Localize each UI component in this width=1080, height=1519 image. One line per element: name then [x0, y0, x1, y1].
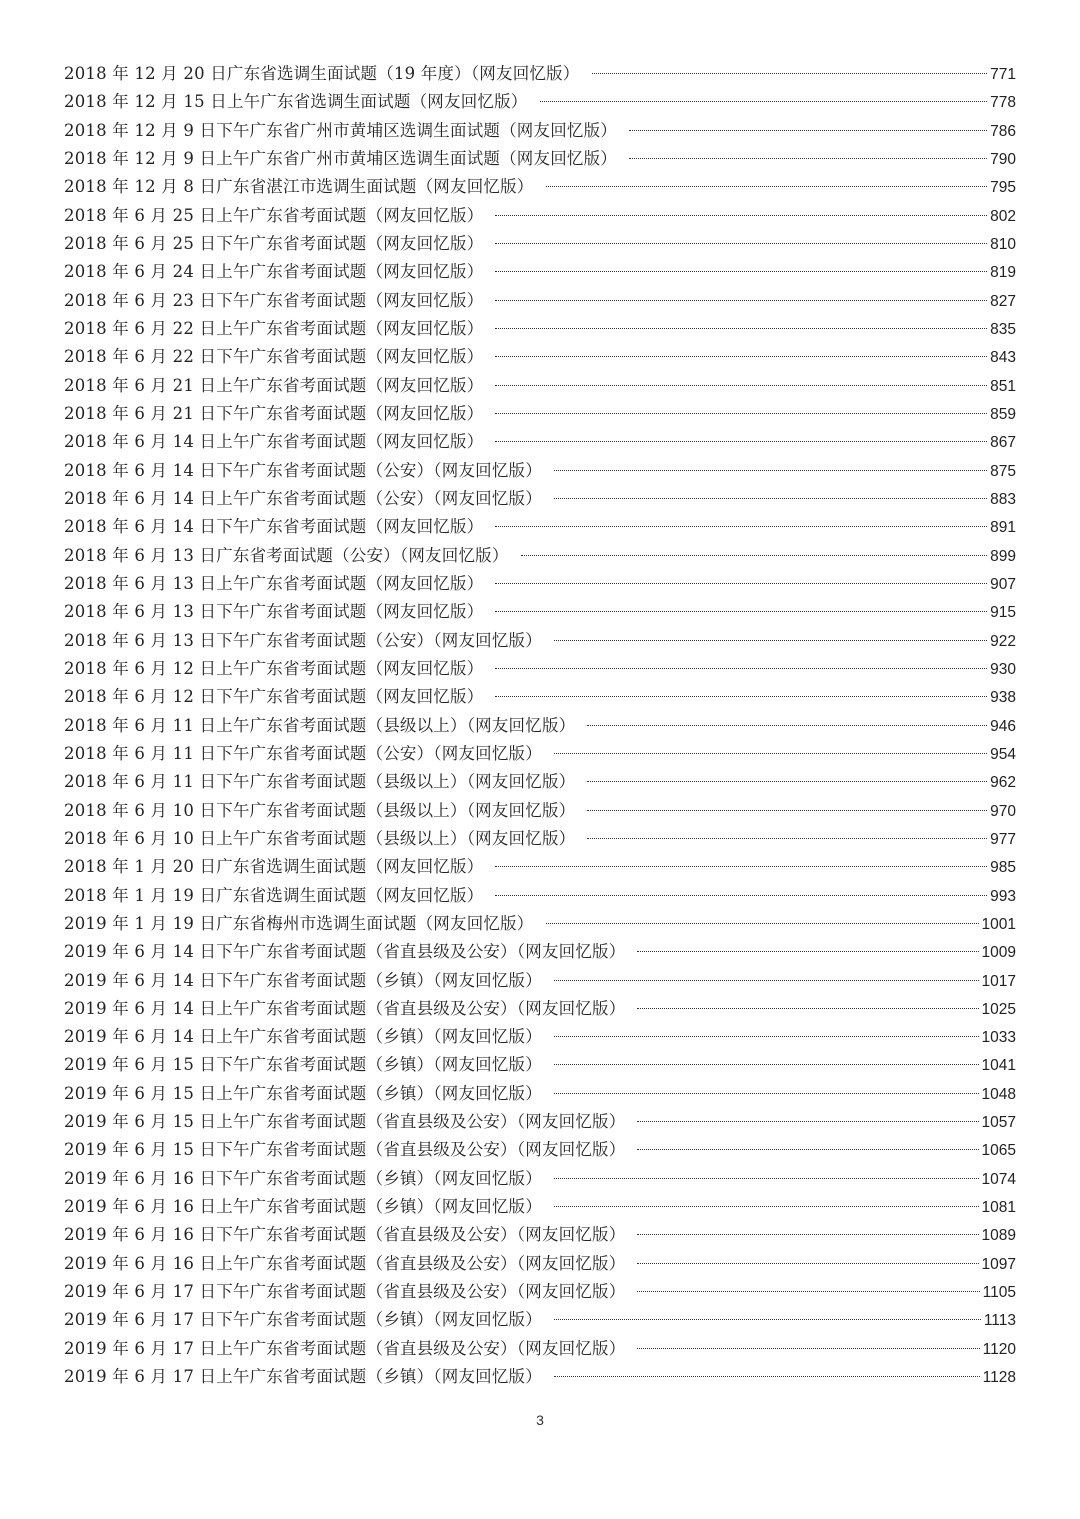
toc-entry-page: 883: [990, 490, 1016, 508]
toc-entry[interactable]: [64, 1250, 1016, 1278]
toc-entry[interactable]: [64, 570, 1016, 598]
toc-entry-title: 2018 年 6 月 22 日上午广东省考面试题（网友回忆版）: [64, 318, 484, 338]
toc-entry-title: 2019 年 6 月 17 日上午广东省考面试题（省直县级及公安）（网友回忆版）: [64, 1338, 626, 1358]
toc-entry-title: 2018 年 6 月 25 日上午广东省考面试题（网友回忆版）: [64, 205, 484, 225]
toc-entry[interactable]: [64, 1023, 1016, 1051]
toc-entry-title: 2019 年 6 月 16 日下午广东省考面试题（乡镇）（网友回忆版）: [64, 1168, 542, 1188]
toc-entry-title: 2018 年 12 月 8 日广东省湛江市选调生面试题（网友回忆版）: [64, 177, 534, 197]
toc-entry-page: 1120: [982, 1340, 1016, 1358]
toc-entry-page: 786: [990, 122, 1016, 140]
toc-dot-leader: [495, 611, 987, 612]
toc-dot-leader: [592, 73, 988, 74]
toc-dot-leader: [554, 1093, 979, 1094]
toc-entry-title: 2018 年 12 月 9 日上午广东省广州市黄埔区选调生面试题（网友回忆版）: [64, 148, 618, 168]
toc-entry[interactable]: [64, 995, 1016, 1023]
toc-entry[interactable]: [64, 343, 1016, 371]
toc-entry-title: 2018 年 6 月 10 日上午广东省考面试题（县级以上）（网友回忆版）: [64, 828, 576, 848]
toc-entry-page: 810: [990, 235, 1016, 253]
toc-dot-leader: [637, 1008, 978, 1009]
toc-entry[interactable]: [64, 1108, 1016, 1136]
toc-entry-title: 2018 年 6 月 13 日上午广东省考面试题（网友回忆版）: [64, 573, 484, 593]
toc-dot-leader: [495, 413, 987, 414]
toc-entry-page: 1033: [981, 1029, 1016, 1047]
toc-entry-title: 2018 年 6 月 21 日上午广东省考面试题（网友回忆版）: [64, 375, 484, 395]
toc-dot-leader: [495, 243, 987, 244]
toc-entry-page: 938: [990, 689, 1016, 707]
toc-dot-leader: [587, 781, 987, 782]
toc-dot-leader: [554, 1064, 979, 1065]
toc-entry-page: 907: [990, 575, 1016, 593]
toc-entry-page: 1113: [983, 1312, 1016, 1330]
toc-dot-leader: [554, 470, 987, 471]
toc-entry[interactable]: [64, 1165, 1016, 1193]
toc-dot-leader: [495, 385, 987, 386]
toc-dot-leader: [495, 866, 987, 867]
toc-dot-leader: [495, 300, 987, 301]
toc-dot-leader: [495, 895, 987, 896]
toc-entry[interactable]: [64, 825, 1016, 853]
toc-dot-leader: [637, 1348, 979, 1349]
toc-entry-page: 790: [990, 150, 1016, 168]
toc-entry-page: 778: [990, 94, 1016, 112]
toc-entry[interactable]: [64, 740, 1016, 768]
toc-entry[interactable]: [64, 1335, 1016, 1363]
toc-entry[interactable]: [64, 400, 1016, 428]
toc-entry-title: 2018 年 6 月 12 日下午广东省考面试题（网友回忆版）: [64, 687, 484, 707]
toc-entry-title: 2019 年 6 月 16 日下午广东省考面试题（省直县级及公安）（网友回忆版）: [64, 1225, 626, 1245]
toc-entry-title: 2018 年 6 月 14 日下午广东省考面试题（网友回忆版）: [64, 517, 484, 537]
toc-entry[interactable]: [64, 1080, 1016, 1108]
toc-entry-page: 835: [990, 320, 1016, 338]
toc-entry-title: 2019 年 6 月 15 日上午广东省考面试题（乡镇）（网友回忆版）: [64, 1083, 542, 1103]
toc-dot-leader: [587, 838, 987, 839]
toc-entry-title: 2019 年 1 月 19 日广东省梅州市选调生面试题（网友回忆版）: [64, 913, 534, 933]
toc-entry-title: 2019 年 6 月 17 日下午广东省考面试题（省直县级及公安）（网友回忆版）: [64, 1282, 626, 1302]
toc-entry-title: 2018 年 6 月 11 日下午广东省考面试题（公安）（网友回忆版）: [64, 743, 542, 763]
toc-entry-title: 2018 年 6 月 11 日下午广东省考面试题（县级以上）（网友回忆版）: [64, 772, 576, 792]
toc-entry-title: 2018 年 6 月 23 日下午广东省考面试题（网友回忆版）: [64, 290, 484, 310]
toc-dot-leader: [554, 980, 979, 981]
toc-entry[interactable]: [64, 1363, 1016, 1391]
toc-entry-title: 2018 年 6 月 12 日上午广东省考面试题（网友回忆版）: [64, 658, 484, 678]
toc-entry-page: 867: [990, 434, 1016, 452]
toc-entry-page: 859: [990, 405, 1016, 423]
toc-entry-title: 2019 年 6 月 14 日上午广东省考面试题（乡镇）（网友回忆版）: [64, 1027, 542, 1047]
toc-dot-leader: [637, 1149, 978, 1150]
toc-entry[interactable]: [64, 542, 1016, 570]
toc-entry-page: 1001: [981, 915, 1016, 933]
toc-entry[interactable]: [64, 1051, 1016, 1079]
toc-entry-title: 2019 年 6 月 16 日上午广东省考面试题（乡镇）（网友回忆版）: [64, 1197, 542, 1217]
toc-entry[interactable]: [64, 882, 1016, 910]
toc-entry-page: 970: [990, 802, 1016, 820]
toc-entry[interactable]: [64, 967, 1016, 995]
toc-dot-leader: [554, 498, 987, 499]
toc-dot-leader: [495, 696, 987, 697]
toc-entry-title: 2019 年 6 月 14 日下午广东省考面试题（乡镇）（网友回忆版）: [64, 970, 542, 990]
toc-entry[interactable]: [64, 372, 1016, 400]
toc-entry[interactable]: [64, 287, 1016, 315]
toc-dot-leader: [540, 101, 988, 102]
toc-dot-leader: [554, 753, 987, 754]
toc-entry-title: 2018 年 6 月 14 日下午广东省考面试题（公安）（网友回忆版）: [64, 460, 542, 480]
toc-dot-leader: [495, 215, 987, 216]
toc-dot-leader: [495, 526, 987, 527]
toc-entry[interactable]: [64, 1136, 1016, 1164]
toc-dot-leader: [495, 583, 987, 584]
toc-dot-leader: [554, 1178, 979, 1179]
toc-entry-title: 2018 年 6 月 24 日上午广东省考面试题（网友回忆版）: [64, 262, 484, 282]
toc-entry-page: 1048: [981, 1085, 1016, 1103]
toc-entry[interactable]: [64, 457, 1016, 485]
toc-dot-leader: [495, 441, 987, 442]
toc-entry-title: 2018 年 6 月 13 日下午广东省考面试题（公安）（网友回忆版）: [64, 630, 542, 650]
toc-entry-title: 2018 年 6 月 11 日上午广东省考面试题（县级以上）（网友回忆版）: [64, 715, 576, 735]
toc-entry-page: 1065: [981, 1142, 1016, 1160]
toc-dot-leader: [637, 951, 978, 952]
toc-dot-leader: [629, 158, 987, 159]
toc-entry[interactable]: [64, 230, 1016, 258]
toc-dot-leader: [637, 1234, 978, 1235]
toc-entry[interactable]: [64, 683, 1016, 711]
toc-entry[interactable]: [64, 655, 1016, 683]
toc-entry-page: 930: [990, 660, 1016, 678]
toc-entry-page: 993: [990, 887, 1016, 905]
toc-entry[interactable]: [64, 485, 1016, 513]
toc-entry-page: 1128: [982, 1369, 1016, 1387]
toc-entry-page: 802: [990, 207, 1016, 225]
toc-entry-title: 2019 年 6 月 14 日下午广东省考面试题（省直县级及公安）（网友回忆版）: [64, 942, 626, 962]
toc-dot-leader: [554, 1376, 980, 1377]
toc-entry[interactable]: [64, 258, 1016, 286]
toc-entry-page: 819: [990, 264, 1016, 282]
toc-entry-title: 2018 年 6 月 21 日下午广东省考面试题（网友回忆版）: [64, 403, 484, 423]
toc-entry-page: 1081: [981, 1199, 1016, 1217]
toc-entry-page: 1089: [981, 1227, 1016, 1245]
toc-entry-page: 891: [990, 519, 1016, 537]
toc-entry-page: 985: [990, 859, 1016, 877]
toc-entry-page: 1097: [981, 1255, 1016, 1273]
toc-entry-page: 977: [990, 830, 1016, 848]
toc-entry-page: 875: [990, 462, 1016, 480]
toc-entry[interactable]: [64, 60, 1016, 88]
toc-entry[interactable]: [64, 315, 1016, 343]
toc-entry-title: 2018 年 12 月 20 日广东省选调生面试题（19 年度）（网友回忆版）: [64, 64, 580, 83]
toc-dot-leader: [554, 1206, 979, 1207]
toc-entry-title: 2018 年 1 月 20 日广东省选调生面试题（网友回忆版）: [64, 857, 484, 877]
toc-entry-title: 2019 年 6 月 16 日上午广东省考面试题（省直县级及公安）（网友回忆版）: [64, 1253, 626, 1273]
toc-dot-leader: [554, 1319, 981, 1320]
toc-entry-page: 827: [990, 292, 1016, 310]
toc-entry-title: 2019 年 6 月 15 日下午广东省考面试题（省直县级及公安）（网友回忆版）: [64, 1140, 626, 1160]
toc-entry-page: 899: [990, 547, 1016, 565]
toc-entry-title: 2018 年 1 月 19 日广东省选调生面试题（网友回忆版）: [64, 885, 484, 905]
toc-entry[interactable]: [64, 145, 1016, 173]
toc-entry[interactable]: [64, 1278, 1016, 1306]
toc-entry[interactable]: [64, 938, 1016, 966]
toc-entry[interactable]: [64, 1306, 1016, 1334]
toc-entry-page: 1041: [981, 1057, 1016, 1075]
toc-dot-leader: [629, 130, 987, 131]
toc-entry-title: 2018 年 6 月 10 日下午广东省考面试题（县级以上）（网友回忆版）: [64, 800, 576, 820]
toc-entry-title: 2018 年 12 月 9 日下午广东省广州市黄埔区选调生面试题（网友回忆版）: [64, 120, 618, 140]
toc-entry[interactable]: [64, 1193, 1016, 1221]
toc-entry-title: 2019 年 6 月 15 日上午广东省考面试题（省直县级及公安）（网友回忆版）: [64, 1112, 626, 1132]
toc-entry-title: 2019 年 6 月 17 日上午广东省考面试题（乡镇）（网友回忆版）: [64, 1367, 542, 1387]
toc-entry[interactable]: [64, 627, 1016, 655]
toc-dot-leader: [546, 923, 979, 924]
toc-entry-page: 1074: [981, 1170, 1016, 1188]
toc-entry-page: 1105: [982, 1284, 1016, 1302]
toc-dot-leader: [495, 328, 987, 329]
toc-dot-leader: [637, 1263, 978, 1264]
toc-entry-page: 946: [990, 717, 1016, 735]
toc-entry-title: 2018 年 6 月 14 日上午广东省考面试题（公安）（网友回忆版）: [64, 488, 542, 508]
toc-entry-title: 2019 年 6 月 17 日下午广东省考面试题（乡镇）（网友回忆版）: [64, 1310, 542, 1330]
toc-entry[interactable]: [64, 797, 1016, 825]
toc-entry-title: 2018 年 6 月 22 日下午广东省考面试题（网友回忆版）: [64, 347, 484, 367]
toc-entry[interactable]: [64, 88, 1016, 116]
toc-entry[interactable]: [64, 598, 1016, 626]
toc-entry[interactable]: [64, 428, 1016, 456]
toc-entry-page: 1025: [981, 1000, 1016, 1018]
toc-entry[interactable]: [64, 173, 1016, 201]
toc-entry-page: 954: [990, 745, 1016, 763]
toc-entry[interactable]: [64, 117, 1016, 145]
toc-entry[interactable]: [64, 1221, 1016, 1249]
toc-entry-page: 1017: [981, 972, 1016, 990]
toc-entry-page: 915: [990, 604, 1016, 622]
toc-entry-page: 771: [990, 66, 1016, 83]
toc-entry-page: 851: [990, 377, 1016, 395]
toc-dot-leader: [554, 1036, 979, 1037]
toc-entry-title: 2018 年 6 月 13 日下午广东省考面试题（网友回忆版）: [64, 602, 484, 622]
toc-entry[interactable]: [64, 910, 1016, 938]
toc-dot-leader: [637, 1291, 979, 1292]
toc-entry-title: 2019 年 6 月 14 日上午广东省考面试题（省直县级及公安）（网友回忆版）: [64, 998, 626, 1018]
toc-entry-title: 2018 年 12 月 15 日上午广东省选调生面试题（网友回忆版）: [64, 92, 528, 112]
toc-dot-leader: [637, 1121, 978, 1122]
toc-entry-title: 2018 年 6 月 14 日上午广东省考面试题（网友回忆版）: [64, 432, 484, 452]
page-number: 3: [536, 1412, 544, 1428]
toc-entry-page: 795: [990, 179, 1016, 197]
toc-entry-page: 1057: [981, 1114, 1016, 1132]
toc-dot-leader: [554, 640, 987, 641]
toc-dot-leader: [587, 810, 987, 811]
toc-dot-leader: [495, 271, 987, 272]
toc-entry-page: 962: [990, 774, 1016, 792]
toc-entry[interactable]: [64, 768, 1016, 796]
toc-entry[interactable]: [64, 712, 1016, 740]
toc-dot-leader: [546, 186, 988, 187]
toc-entry-page: 843: [990, 349, 1016, 367]
table-of-contents: [64, 60, 1016, 1391]
toc-dot-leader: [495, 668, 987, 669]
toc-entry-title: 2018 年 6 月 13 日广东省考面试题（公安）（网友回忆版）: [64, 545, 509, 565]
toc-entry-title: 2019 年 6 月 15 日下午广东省考面试题（乡镇）（网友回忆版）: [64, 1055, 542, 1075]
toc-entry[interactable]: [64, 853, 1016, 881]
toc-entry[interactable]: [64, 202, 1016, 230]
toc-entry[interactable]: [64, 513, 1016, 541]
toc-entry-page: 922: [990, 632, 1016, 650]
toc-entry-page: 1009: [981, 944, 1016, 962]
toc-dot-leader: [495, 356, 987, 357]
toc-entry-title: 2018 年 6 月 25 日下午广东省考面试题（网友回忆版）: [64, 233, 484, 253]
toc-dot-leader: [521, 555, 988, 556]
toc-dot-leader: [587, 725, 987, 726]
